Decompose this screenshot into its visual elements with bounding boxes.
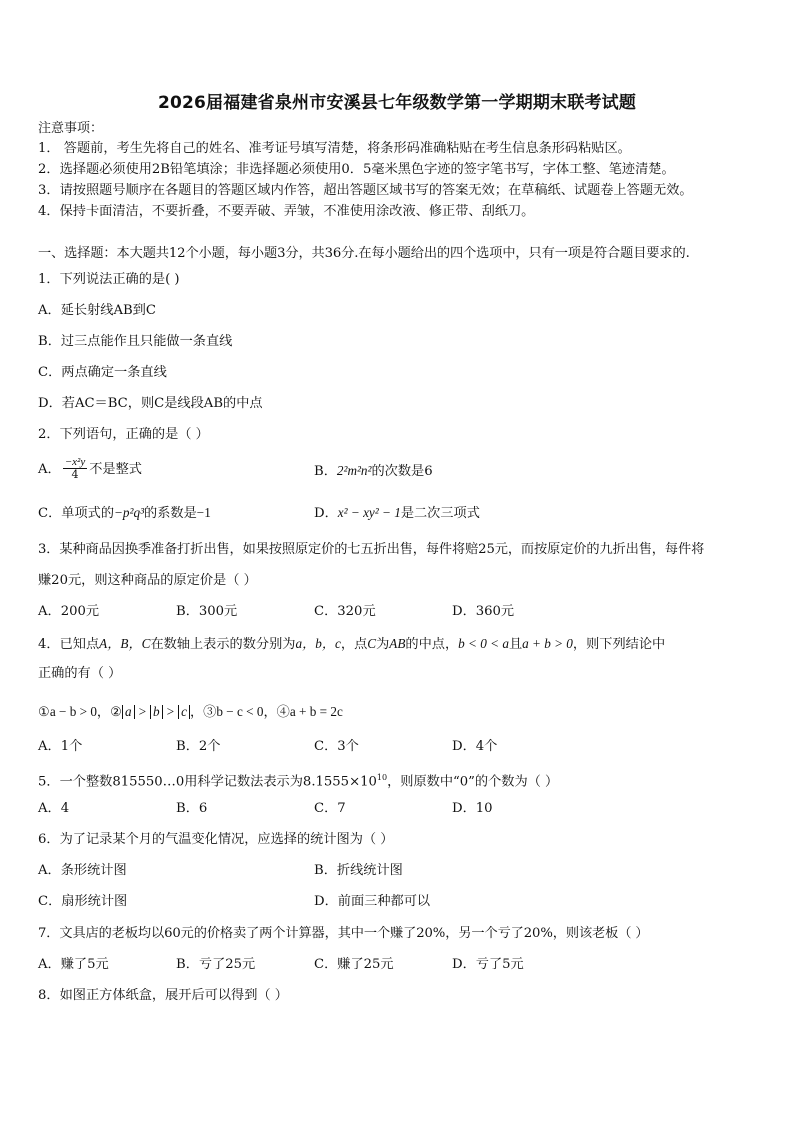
option: B．过三点能作且只能做一条直线 bbox=[38, 334, 233, 349]
question-stem: 赚20元，则这种商品的原定价是（ ） bbox=[38, 573, 257, 588]
option: A．赚了5元 bbox=[38, 957, 109, 972]
option-text: 的系数是 bbox=[144, 506, 197, 521]
text: 4．已知点 bbox=[38, 637, 100, 652]
option-label: A． bbox=[38, 462, 61, 477]
question-stem: 2．下列语句，正确的是（ ） bbox=[38, 427, 209, 442]
question-stem bbox=[38, 636, 665, 653]
exponent: 10 bbox=[376, 773, 388, 782]
option-label: D． bbox=[314, 506, 338, 521]
abs-value: c bbox=[178, 705, 190, 719]
option-label: B． bbox=[314, 464, 337, 479]
option: A．条形统计图 bbox=[38, 863, 127, 878]
abs-value: a bbox=[122, 705, 135, 719]
math-expression: a，b，c bbox=[295, 636, 341, 651]
option: A．1个 bbox=[38, 739, 83, 754]
option-text: 是二次三项式 bbox=[400, 506, 480, 521]
option: B．6 bbox=[176, 801, 208, 816]
abs-value: b bbox=[150, 705, 163, 719]
text: 为 bbox=[376, 637, 390, 652]
section-heading: 一、选择题：本大题共12个小题，每小题3分，共36分.在每小题给出的四个选项中，只有一项是符合题目要求的. bbox=[38, 246, 690, 261]
fraction-numerator: −x²y bbox=[64, 456, 86, 468]
math-expression: 2²m²n² bbox=[336, 463, 372, 478]
page-title: 2026届福建省泉州市安溪县七年级数学第一学期期末联考试题 bbox=[157, 93, 637, 113]
math-expression: −p²q³ bbox=[114, 505, 145, 520]
question-stem bbox=[38, 770, 558, 790]
text: 且 bbox=[508, 637, 523, 652]
option: C．320元 bbox=[314, 604, 376, 619]
option: D．360元 bbox=[452, 604, 515, 619]
option: D．前面三种都可以 bbox=[314, 894, 431, 909]
statements: ①a − b > 0，② a > b > c ，③b − c < 0，④a + b = 2c bbox=[38, 704, 343, 719]
option: C．7 bbox=[314, 801, 346, 816]
option: B．亏了25元 bbox=[176, 957, 256, 972]
question-stem: 3．某种商品因换季准备打折出售，如果按照原定价的七五折出售，每件将赔25元，而按原定价的九折出售，每件将 bbox=[38, 542, 705, 557]
option: C．扇形统计图 bbox=[38, 894, 128, 909]
question-stem: 正确的有（ ） bbox=[38, 666, 122, 681]
option: C．两点确定一条直线 bbox=[38, 365, 167, 380]
text: ，则下列结论中 bbox=[572, 637, 666, 652]
option: C．3个 bbox=[314, 739, 359, 754]
option: D．若AC＝BC，则C是线段AB的中点 bbox=[38, 396, 263, 411]
math-value: −1 bbox=[196, 505, 211, 520]
question-stem: 6．为了记录某个月的气温变化情况，应选择的统计图为（ ） bbox=[38, 832, 394, 847]
text: ，则原数中“0”的个数为（ ） bbox=[387, 774, 559, 790]
math-expression: a + b > 0 bbox=[522, 636, 573, 651]
option-text: 不是整式 bbox=[89, 462, 142, 477]
math-expression: x² − xy² − 1 bbox=[337, 505, 401, 520]
option-b bbox=[314, 463, 433, 480]
fraction-denominator: 4 bbox=[71, 468, 79, 481]
question-stem: 7．文具店的老板均以60元的价格卖了两个计算器，其中一个赚了20%，另一个亏了20%，则该老板（ ） bbox=[38, 926, 649, 941]
option: B．折线统计图 bbox=[314, 863, 403, 878]
option: D．亏了5元 bbox=[452, 957, 524, 972]
option-a bbox=[38, 457, 142, 483]
question-stem: 1．下列说法正确的是( ) bbox=[38, 272, 180, 287]
text: 在数轴上表示的数分别为 bbox=[150, 637, 296, 652]
question-stem: 8．如图正方体纸盒，展开后可以得到（ ） bbox=[38, 988, 288, 1003]
text: ，点 bbox=[340, 637, 368, 652]
math-expression: b < 0 < a bbox=[458, 636, 509, 651]
option: A．延长射线AB到C bbox=[38, 303, 156, 318]
option: B．300元 bbox=[176, 604, 238, 619]
math-expression: AB bbox=[389, 636, 406, 651]
notice-item: 3．请按照题号顺序在各题目的答题区域内作答，超出答题区域书写的答案无效；在草稿纸、试题卷上答题无效。 bbox=[38, 183, 693, 198]
math-expression: C bbox=[367, 636, 377, 651]
notice-item: 4．保持卡面清洁，不要折叠，不要弄破、弄皱，不准使用涂改液、修正带、刮纸刀。 bbox=[38, 204, 535, 219]
math-expression: A，B，C bbox=[99, 636, 151, 651]
option: C．赚了25元 bbox=[314, 957, 394, 972]
option: B．2个 bbox=[176, 739, 221, 754]
fraction bbox=[63, 456, 88, 481]
text: 的中点， bbox=[405, 637, 459, 652]
option-text: 的次数是6 bbox=[371, 464, 433, 479]
option-d bbox=[314, 505, 480, 522]
option-c bbox=[38, 505, 211, 522]
text: 5．一个整数815550…0用科学记数法表示为8.1555×10 bbox=[38, 774, 377, 790]
math-expression: ，③b − c < 0，④a + b = 2c bbox=[189, 704, 343, 719]
option: A．200元 bbox=[38, 604, 100, 619]
notice-heading: 注意事项： bbox=[38, 121, 104, 136]
option-label: C．单项式的 bbox=[38, 506, 115, 521]
option: D．4个 bbox=[452, 739, 498, 754]
notice-item: 2．选择题必须使用2B铅笔填涂；非选择题必须使用0．5毫米黑色字迹的签字笔书写，字体工整、笔迹清楚。 bbox=[38, 162, 675, 177]
option: A．4 bbox=[38, 801, 70, 816]
math-expression: ①a − b > 0，② bbox=[38, 704, 122, 719]
option: D．10 bbox=[452, 801, 493, 816]
notice-item: 1． 答题前，考生先将自己的姓名、准考证号填写清楚，将条形码准确粘贴在考生信息条形码粘贴区。 bbox=[38, 141, 631, 156]
